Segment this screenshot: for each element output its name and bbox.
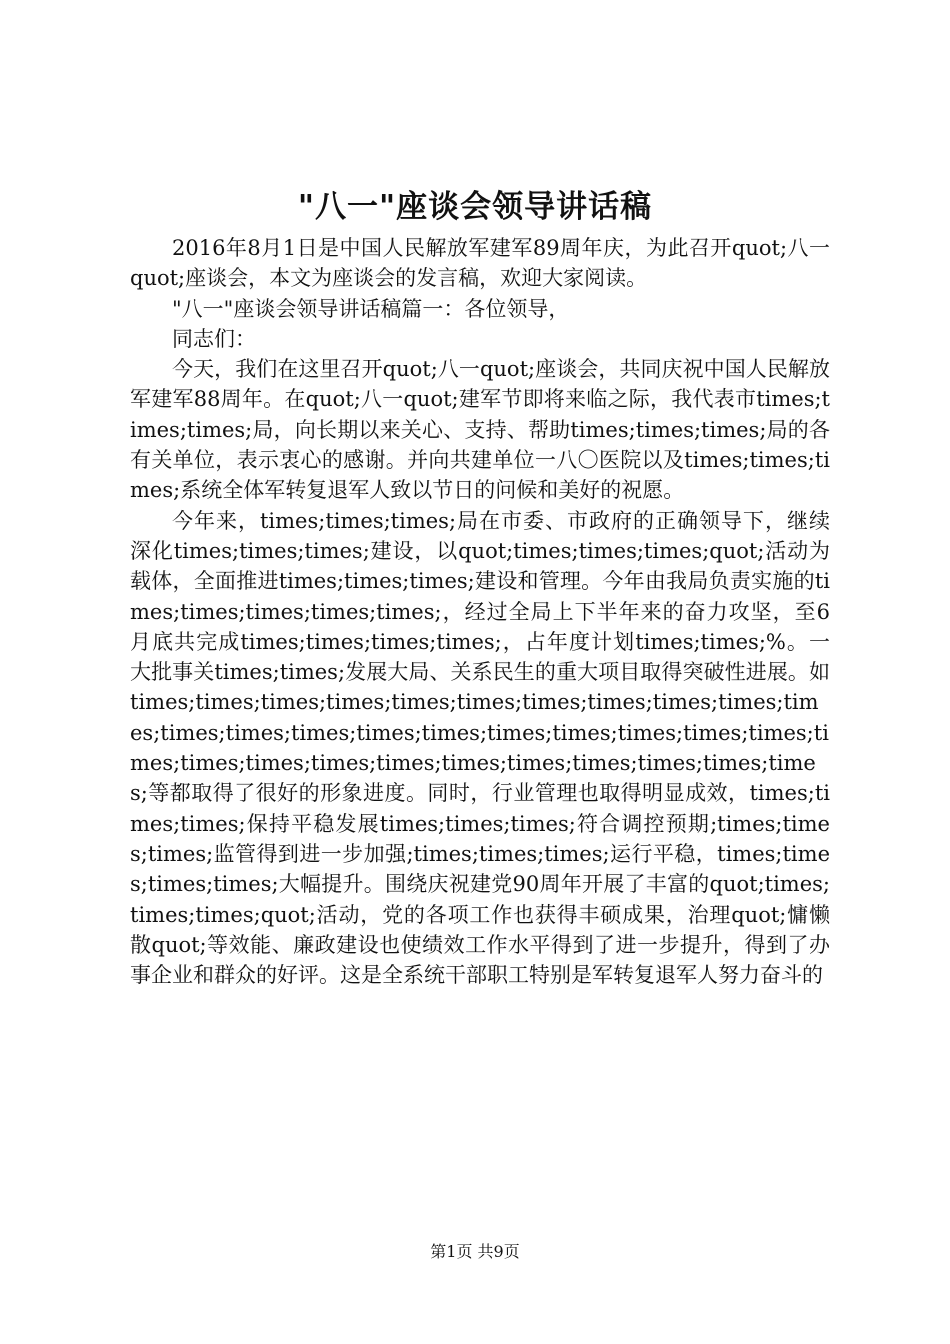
page-number-footer: 第1页 共9页 bbox=[430, 1242, 520, 1261]
salutation-paragraph: 同志们： bbox=[172, 326, 256, 351]
document-title: "八一"座谈会领导讲话稿 bbox=[297, 189, 653, 225]
speech-heading-paragraph: "八一"座谈会领导讲话稿篇一：各位领导， bbox=[172, 296, 570, 321]
document-body bbox=[130, 233, 830, 990]
opening-paragraph: 今天，我们在这里召开quot;八一quot;座谈会，共同庆祝中国人民解放军建军88周年。在quot;八一quot;建军节即将来临之际，我代表市times;times;times;局，向长期以来关心、支持、帮助times;times;times;局的各有关单位，表示衷心的感谢。并向共建单位一八〇医院以及times;times;times;系统全体军转复退军人致以节日的问候和美好的祝愿。 bbox=[130, 357, 830, 503]
achievements-paragraph: 今年来，times;times;times;局在市委、市政府的正确领导下，继续深化times;times;times;建设，以quot;times;times;times;quot;活动为载体，全面推进times;times;times;建设和管理。今年由我局负责实施的times;times;times;times;times;，经过全局上下半年来的奋力攻坚，至6月底共完成times;times;times;times;，占年度计划times;times;%。一大批事关times;times;发展大局、关系民生的重大项目取得突破性进展。如times;times;times;times;times;times;times;times;times;times;times;times;times;times;times;times;times;times;times;times;times;times;times;times;times;times;times;times;times;times;times;times;等都取得了很好的形象进度。同时，行业管理也取得明显成效，times;times;times;保持平稳发展times;times;times;符合调控预期;times;times;times;监管得到进一步加强;times;times;times;运行平稳，times;times;times;times;大幅提升。围绕庆祝建党90周年开展了丰富的quot;times;times;times;quot;活动，党的各项工作也获得丰硕成果，治理quot;慵懒散quot;等效能、廉政建设也使绩效工作水平得到了进一步提升，得到了办事企业和群众的好评。这是全系统干部职工特别是军转复退军人努力奋斗的 bbox=[130, 508, 830, 988]
intro-paragraph: 2016年8月1日是中国人民解放军建军89周年庆，为此召开quot;八一quot;座谈会，本文为座谈会的发言稿，欢迎大家阅读。 bbox=[130, 236, 830, 291]
